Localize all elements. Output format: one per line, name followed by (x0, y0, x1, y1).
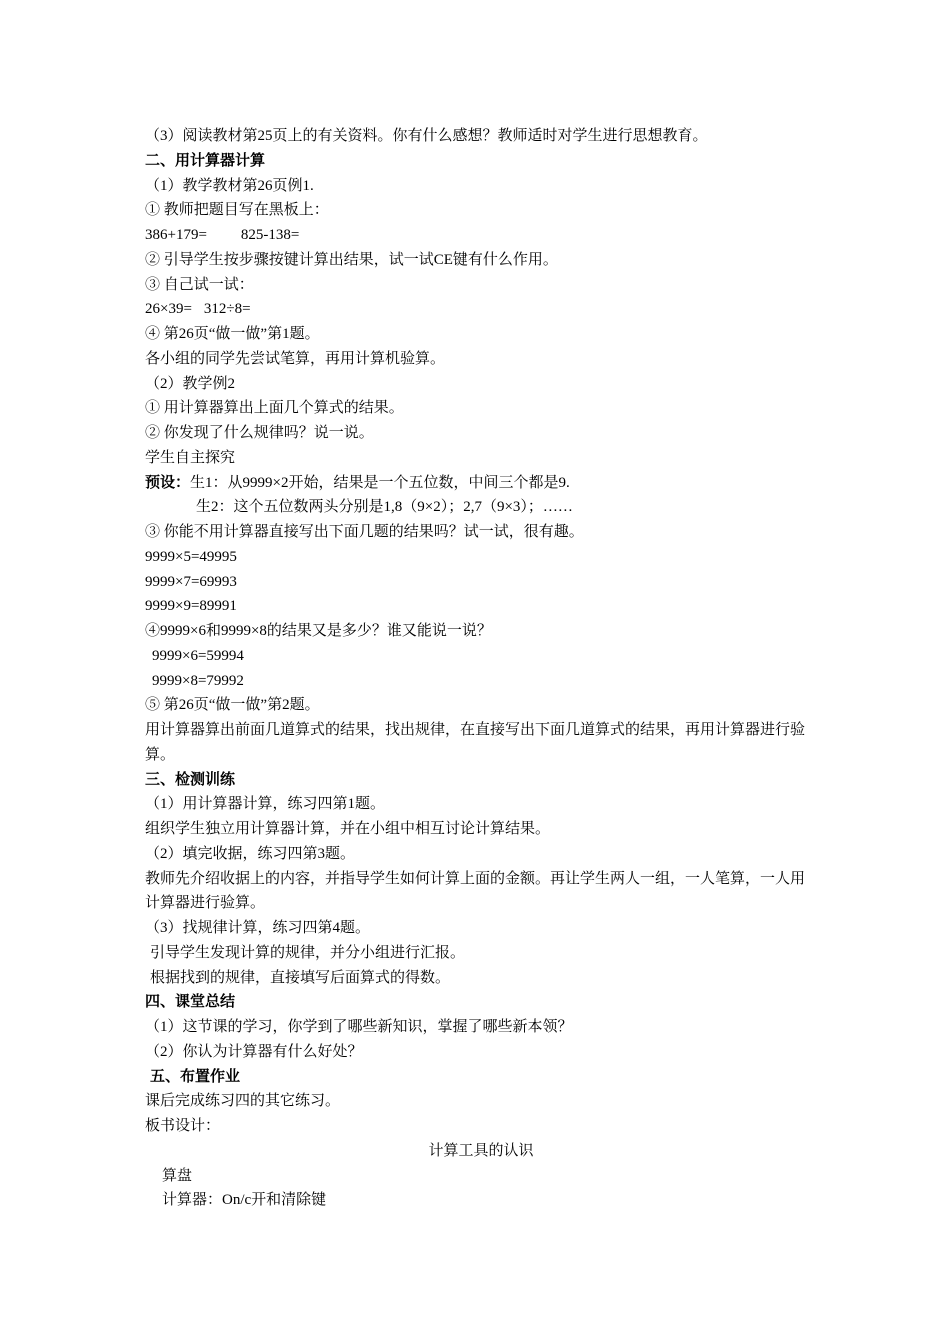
paragraph: 教师先介绍收据上的内容，并指导学生如何计算上面的金额。再让学生两人一组，一人笔算，一人用计算器进行验算。 (145, 870, 806, 912)
board-item: 算盘 (162, 1167, 193, 1184)
paragraph: 根据找到的规律，直接填写后面算式的得数。 (150, 969, 451, 986)
paragraph (145, 471, 817, 496)
paragraph: 各小组的同学先尝试笔算，再用计算机验算。 (145, 350, 446, 367)
paragraph: ① 教师把题目写在黑板上： (145, 202, 329, 219)
equation: 312÷8= (203, 301, 251, 318)
paragraph: ③ 你能不用计算器直接写出下面几题的结果吗？试一试，很有趣。 (145, 524, 584, 540)
section-heading: 五、布置作业 (150, 1068, 241, 1085)
paragraph: ① 用计算器算出上面几个算式的结果。 (145, 400, 404, 417)
paragraph: ④ 第26页“做一做”第1题。 (145, 326, 320, 342)
preset-label: 预设： (145, 474, 191, 491)
paragraph: （1）用计算器计算，练习四第1题。 (145, 796, 386, 813)
equation: 26×39= (145, 301, 192, 318)
section-heading: 四、课堂总结 (145, 994, 236, 1011)
paragraph: ④9999×6和9999×8的结果又是多少？谁又能说一说？ (145, 623, 492, 639)
paragraph: 用计算器算出前面几道算式的结果，找出规律，在直接写出下面几道算式的结果，再用计算器进行验算。 (145, 722, 806, 763)
equation: 9999×7=69993 (145, 573, 237, 590)
paragraph: （2）你认为计算器有什么好处？ (145, 1043, 363, 1060)
paragraph: ⑤ 第26页“做一做”第2题。 (145, 697, 320, 714)
paragraph: （1）这节课的学习，你学到了哪些新知识，掌握了哪些新本领？ (145, 1019, 573, 1035)
paragraph: 引导学生发现计算的规律，并分小组进行汇报。 (150, 944, 466, 961)
equation: 9999×6=59994 (152, 647, 244, 664)
paragraph: （2）教学例2 (145, 375, 236, 392)
paragraph: ② 引导学生按步骤按键计算出结果，试一试CE键有什么作用。 (145, 251, 558, 268)
paragraph: （1）教学教材第26页例1. (145, 177, 314, 194)
paragraph: 课后完成练习四的其它练习。 (145, 1093, 341, 1110)
equation: 9999×5=49995 (145, 548, 237, 565)
equation: 9999×8=79992 (152, 672, 244, 689)
equation: 825-138= (240, 227, 300, 243)
preset-text: 生1：从9999×2开始，结果是一个五位数，中间三个都是9. (190, 474, 570, 491)
equation-line (145, 297, 817, 322)
paragraph: ③ 自己试一试： (145, 276, 254, 293)
section-heading: 二、用计算器计算 (145, 152, 266, 169)
equation: 386+179= (145, 227, 207, 243)
board-title: 计算工具的认识 (428, 1142, 534, 1159)
paragraph: （2）填完收据，练习四第3题。 (145, 845, 356, 862)
equation-line (145, 223, 817, 248)
section-heading: 三、检测训练 (145, 771, 236, 788)
paragraph: 学生自主探究 (145, 449, 236, 466)
equation: 9999×9=89991 (145, 598, 237, 615)
paragraph: （3）找规律计算，练习四第4题。 (145, 920, 371, 936)
document-body (145, 124, 817, 1213)
paragraph: 组织学生独立用计算器计算，并在小组中相互讨论计算结果。 (145, 821, 551, 837)
board-item: 计算器：On/c开和清除键 (162, 1192, 327, 1209)
paragraph: ② 你发现了什么规律吗？说一说。 (145, 425, 374, 441)
paragraph: 板书设计： (145, 1118, 221, 1134)
paragraph: 生2：这个五位数两头分别是1,8（9×2）；2,7（9×3）；…… (196, 499, 573, 516)
paragraph: （3）阅读教材第25页上的有关资料。你有什么感想？教师适时对学生进行思想教育。 (145, 128, 708, 144)
